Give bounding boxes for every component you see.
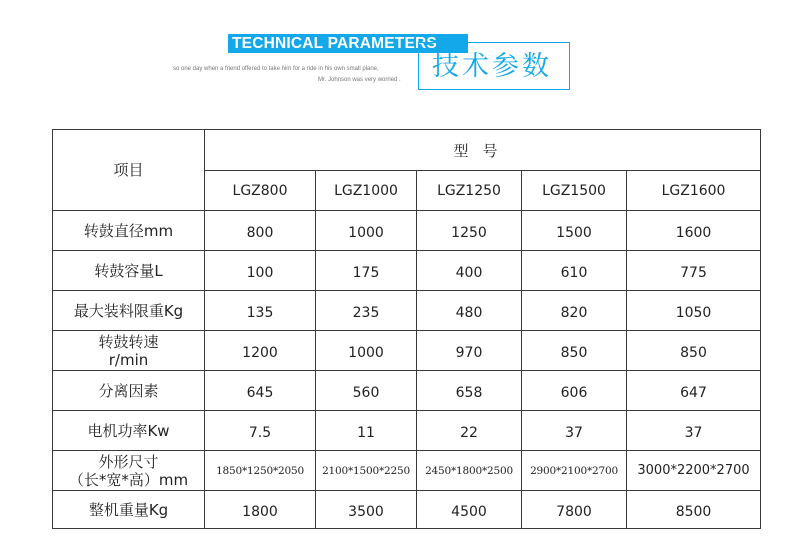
value-cell: 1850*1250*2050: [205, 451, 316, 491]
value-cell: 3000*2200*2700: [627, 451, 761, 491]
row-label-line-1: 转鼓转速: [98, 332, 159, 351]
value-cell: 775: [627, 251, 761, 291]
value-cell: 1200: [205, 331, 316, 371]
value-cell: 970: [417, 331, 522, 371]
model-cell: LGZ1600: [627, 171, 761, 211]
value-cell: 1600: [627, 211, 761, 251]
value-cell: 22: [417, 411, 522, 451]
value-cell: 1000: [316, 211, 417, 251]
value-cell: 2450*1800*2500: [417, 451, 522, 491]
table-row: [53, 291, 761, 331]
value-cell: 560: [316, 371, 417, 411]
value-cell: 11: [316, 411, 417, 451]
value-cell: 610: [522, 251, 627, 291]
value-cell: 2100*1500*2250: [316, 451, 417, 491]
subtitle-line-2: Mr. Johnson was very worried .: [318, 77, 401, 83]
model-cell: LGZ1000: [316, 171, 417, 211]
table-row: [53, 251, 761, 291]
row-label: 分离因素: [53, 371, 205, 411]
row-label-line-2: r/min: [108, 350, 149, 369]
row-label-line-1: 外形尺寸: [98, 452, 159, 471]
value-cell: 37: [627, 411, 761, 451]
value-cell: 3500: [316, 491, 417, 529]
table-row: [53, 331, 761, 371]
value-cell: 647: [627, 371, 761, 411]
value-cell: 100: [205, 251, 316, 291]
value-cell: 175: [316, 251, 417, 291]
table-row: [53, 491, 761, 529]
value-cell: 135: [205, 291, 316, 331]
table-row: [53, 451, 761, 491]
model-cell: LGZ1250: [417, 171, 522, 211]
row-label: [53, 331, 205, 371]
value-cell: 7800: [522, 491, 627, 529]
value-cell: 820: [522, 291, 627, 331]
value-cell: 606: [522, 371, 627, 411]
value-cell: 1050: [627, 291, 761, 331]
value-cell: 645: [205, 371, 316, 411]
item-header: 项目: [53, 130, 205, 211]
value-cell: 850: [522, 331, 627, 371]
model-cell: LGZ800: [205, 171, 316, 211]
row-label: 整机重量Kg: [53, 491, 205, 529]
value-cell: 37: [522, 411, 627, 451]
parameters-table: [52, 129, 761, 529]
header: [0, 0, 790, 110]
value-cell: 7.5: [205, 411, 316, 451]
value-cell: 800: [205, 211, 316, 251]
value-cell: 235: [316, 291, 417, 331]
chinese-title: 技术参数: [432, 51, 552, 82]
value-cell: 1000: [316, 331, 417, 371]
value-cell: 658: [417, 371, 522, 411]
row-label: 最大装料限重Kg: [53, 291, 205, 331]
row-label: 电机功率Kw: [53, 411, 205, 451]
type-header: 型号: [205, 130, 761, 171]
english-title-banner: TECHNICAL PARAMETERS: [228, 34, 468, 53]
table-header-row: [53, 130, 761, 171]
row-label: 转鼓容量L: [53, 251, 205, 291]
value-cell: 480: [417, 291, 522, 331]
subtitle-line-1: so one day when a friend offered to take him for a ride in his own small plane,: [173, 66, 379, 72]
value-cell: 850: [627, 331, 761, 371]
value-cell: 8500: [627, 491, 761, 529]
value-cell: 400: [417, 251, 522, 291]
value-cell: 1800: [205, 491, 316, 529]
value-cell: 2900*2100*2700: [522, 451, 627, 491]
value-cell: 4500: [417, 491, 522, 529]
row-label-line-2: （长*宽*高）mm: [68, 470, 189, 489]
table-row: [53, 371, 761, 411]
table-row: [53, 211, 761, 251]
table-row: [53, 411, 761, 451]
value-cell: 1250: [417, 211, 522, 251]
model-cell: LGZ1500: [522, 171, 627, 211]
value-cell: 1500: [522, 211, 627, 251]
row-label: 转鼓直径mm: [53, 211, 205, 251]
row-label: [53, 451, 205, 491]
